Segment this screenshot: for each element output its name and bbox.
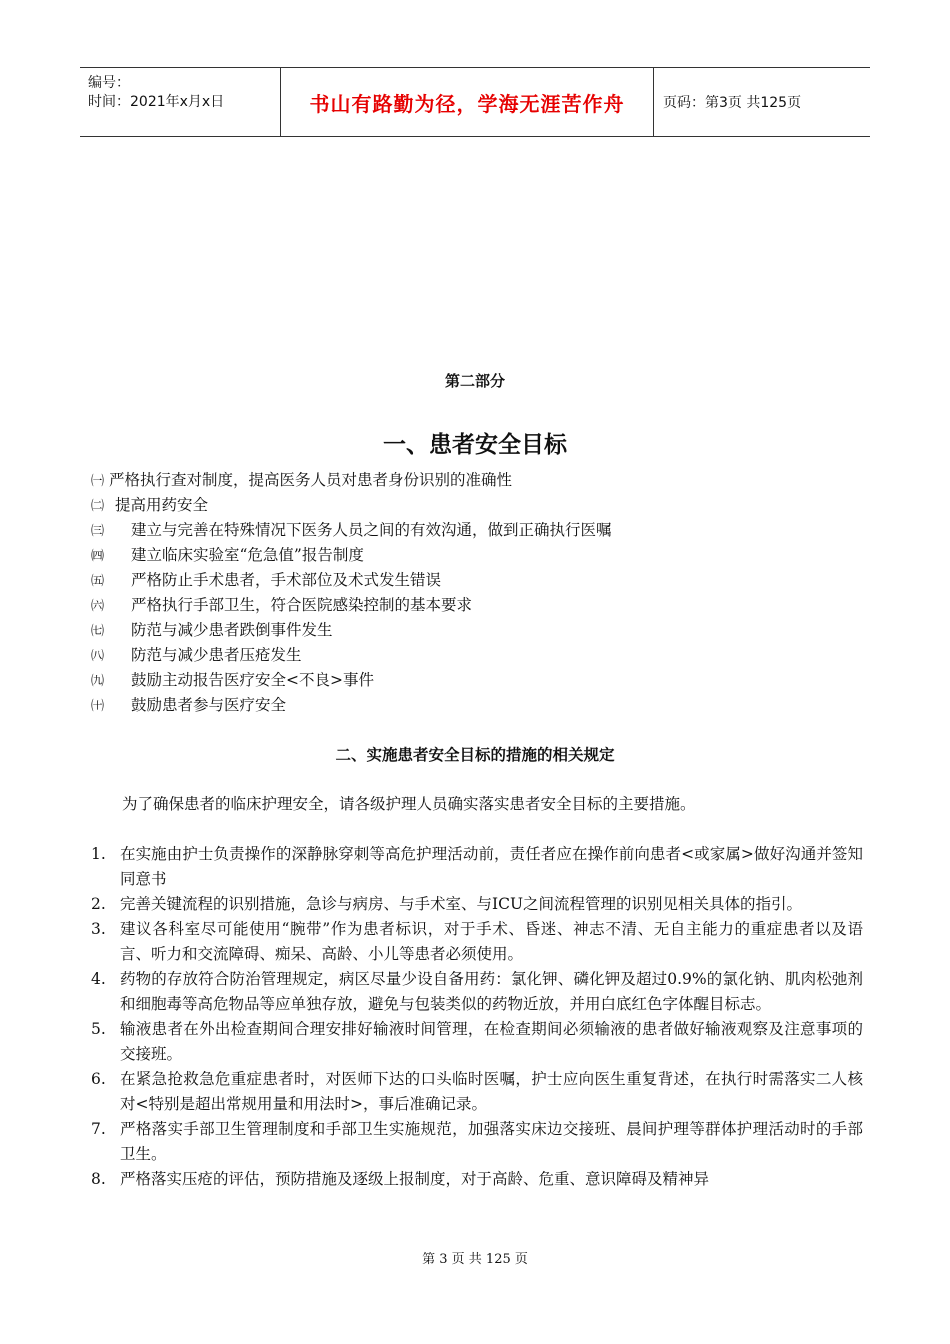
- goal-number: ㈥: [91, 599, 105, 614]
- goal-text: 严格执行查对制度，提高医务人员对患者身份识别的准确性: [109, 471, 513, 489]
- header-meta: [80, 68, 280, 136]
- measure-item: [91, 892, 863, 917]
- goal-text: 严格执行手部卫生，符合医院感染控制的基本要求: [131, 596, 473, 614]
- measure-number: 2.: [91, 895, 106, 913]
- goal-item: [91, 668, 612, 693]
- measure-number: 5.: [91, 1020, 106, 1038]
- goal-item: [91, 593, 612, 618]
- measure-item: [91, 967, 863, 1017]
- page-footer: 第 3 页 共 125 页: [422, 1252, 528, 1267]
- header-motto: 书山有路勤为径，学海无涯苦作舟: [309, 91, 625, 116]
- measures-list: [91, 842, 863, 1192]
- measure-text: 严格落实压疮的评估，预防措施及逐级上报制度，对于高龄、危重、意识障碍及精神异: [120, 1170, 710, 1188]
- intro-paragraph: 为了确保患者的临床护理安全，请各级护理人员确实落实患者安全目标的主要措施。: [122, 795, 696, 813]
- goal-item: [91, 643, 612, 668]
- measure-text: 完善关键流程的识别措施，急诊与病房、与手术室、与ICU之间流程管理的识别见相关具体的指引。: [120, 895, 803, 913]
- goal-number: ㈤: [91, 574, 105, 589]
- main-title: 一、患者安全目标: [383, 432, 567, 458]
- measure-item: [91, 1117, 863, 1167]
- goal-number: ㈦: [91, 624, 105, 639]
- goal-number: ㈩: [91, 699, 105, 714]
- goal-item: [91, 543, 612, 568]
- measure-item: [91, 917, 863, 967]
- measure-item: [91, 1067, 863, 1117]
- goal-item: [91, 493, 612, 518]
- section2-title: 二、实施患者安全目标的措施的相关规定: [335, 746, 615, 764]
- measure-number: 1.: [91, 845, 106, 863]
- goal-text: 鼓励患者参与医疗安全: [131, 696, 287, 714]
- measure-text: 输液患者在外出检查期间合理安排好输液时间管理，在检查期间必须输液的患者做好输液观察及注意事项的交接班。: [120, 1020, 863, 1063]
- header-page-info-cell: [653, 68, 870, 136]
- measure-item: [91, 1167, 863, 1192]
- part-title: 第二部分: [444, 372, 505, 390]
- measure-number: 4.: [91, 970, 106, 988]
- goal-number: ㈢: [91, 524, 105, 539]
- goal-text: 建立临床实验室“危急值”报告制度: [131, 546, 364, 564]
- safety-goals-list: [91, 468, 612, 718]
- goal-item: [91, 468, 612, 493]
- measure-text: 严格落实手部卫生管理制度和手部卫生实施规范，加强落实床边交接班、晨间护理等群体护理活动时的手部卫生。: [120, 1120, 863, 1163]
- measure-text: 药物的存放符合防治管理规定，病区尽量少设自备用药：氯化钾、磷化钾及超过0.9%的氯化钠、肌肉松弛剂和细胞毒等高危物品等应单独存放，避免与包装类似的药物近放，并用白底红色字体醒目标志。: [120, 970, 863, 1013]
- goal-text: 防范与减少患者跌倒事件发生: [131, 621, 333, 639]
- header-page-info: 页码：第3页 共125页: [663, 95, 802, 111]
- measure-item: [91, 842, 863, 892]
- measure-text: 在紧急抢救急危重症患者时，对医师下达的口头临时医嘱，护士应向医生重复背述，在执行时需落实二人核对<特别是超出常规用量和用法时>，事后准确记录。: [120, 1070, 863, 1113]
- goal-number: ㈡: [91, 499, 105, 514]
- header-motto-cell: [280, 68, 654, 136]
- measure-text: 建议各科室尽可能使用“腕带”作为患者标识，对于手术、昏迷、神志不清、无自主能力的重症患者以及语言、听力和交流障碍、痴呆、高龄、小儿等患者必须使用。: [120, 920, 863, 963]
- measure-number: 3.: [91, 920, 106, 938]
- measure-number: 8.: [91, 1170, 106, 1188]
- goal-number: ㈧: [91, 649, 105, 664]
- header-date: 时间：2021年x月x日: [88, 94, 225, 110]
- goal-item: [91, 568, 612, 593]
- measure-number: 6.: [91, 1070, 106, 1088]
- goal-number: ㈣: [91, 549, 105, 564]
- goal-text: 严格防止手术患者，手术部位及术式发生错误: [131, 571, 442, 589]
- goal-item: [91, 618, 612, 643]
- goal-text: 鼓励主动报告医疗安全<不良>事件: [131, 671, 374, 689]
- measure-number: 7.: [91, 1120, 106, 1138]
- goal-text: 提高用药安全: [115, 496, 209, 514]
- goal-number: ㈠: [91, 474, 105, 489]
- measure-text: 在实施由护士负责操作的深静脉穿刺等高危护理活动前，责任者应在操作前向患者<或家属>做好沟通并签知同意书: [120, 845, 863, 888]
- goal-text: 建立与完善在特殊情况下医务人员之间的有效沟通，做到正确执行医嘱: [131, 521, 612, 539]
- measure-item: [91, 1017, 863, 1067]
- goal-number: ㈨: [91, 674, 105, 689]
- goal-text: 防范与减少患者压疮发生: [131, 646, 302, 664]
- goal-item: [91, 693, 612, 718]
- page-header: [80, 67, 870, 137]
- header-number-label: 编号：: [88, 75, 130, 91]
- goal-item: [91, 518, 612, 543]
